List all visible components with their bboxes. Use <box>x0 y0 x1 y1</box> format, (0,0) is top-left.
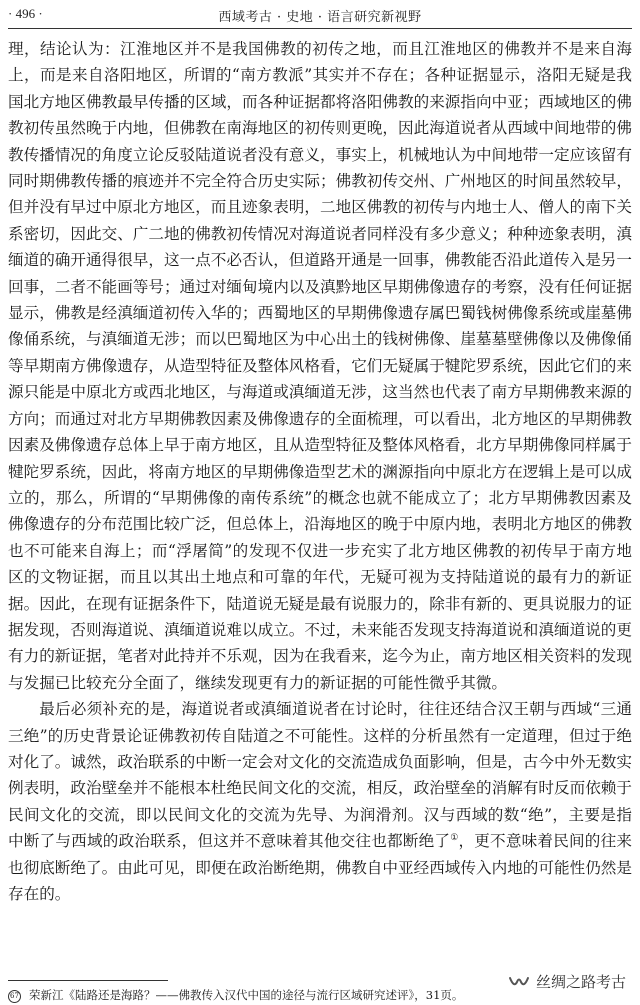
body-text <box>8 36 632 907</box>
header-rule <box>8 28 632 29</box>
watermark-label: 丝绸之路考古 <box>535 973 626 991</box>
paragraph-2-text-b: ，更不意味着民间的往来也彻底断绝了。由此可见，即便在政治断绝期，佛教自中亚经西域传入内地的可能性仍然是存在的。 <box>8 832 632 903</box>
footnote-text: 荣新江《陆路还是海路？——佛教传入汉代中国的途径与流行区域研究述评》，31页。 <box>29 988 464 1002</box>
paragraph-1: 理，结论认为：江淮地区并不是我国佛教的初传之地，而且江淮地区的佛教并不是来自海上，而是来自洛阳地区，所谓的“南方教派”其实并不存在；各种证据显示，洛阳无疑是我国北方地区佛教最早传播的区域，而各种证据都将洛阳佛教的来源指向中亚；西域地区的佛教初传虽然晚于内地，但佛教在南海地区的初传则更晚，因此海道说者从西域中间地带的佛教传播情况的角度立论反驳陆道说者没有意义，事实上，机械地认为中间地带一定应该留有同时期佛教传播的痕迹并不完全符合历史实际；佛教初传交州、广州地区的时间虽然较早，但并没有早过中原北方地区，而且迹象表明，二地区佛教的初传与内地士人、僧人的南下关系密切，因此交、广二地的佛教初传情况对海道说者同样没有多少意义；种种迹象表明，滇缅道的确开通得很早，这一点不必否认，但道路开通是一回事，佛教能否沿此道传入是另一回事，二者不能画等号；通过对缅甸境内以及滇黔地区早期佛像遗存的考察，没有任何证据显示，佛教是经滇缅道初传入华的；西蜀地区的早期佛像遗存属巴蜀钱树佛像系统或崖墓佛像俑系统，与滇缅道无涉；而以巴蜀地区为中心出土的钱树佛像、崖墓墓壁佛像以及佛像俑等早期南方佛像遗存，从造型特征及整体风格看，它们无疑属于犍陀罗系统，因此它们的来源只能是中原北方或西北地区，与海道或滇缅道无涉，这当然也代表了南方早期佛教来源的方向；而通过对北方早期佛教因素及佛像遗存的全面梳理，可以看出，北方地区的早期佛教因素及佛像遗存总体上早于南方地区，且从造型特征及整体风格看，北方早期佛像同样属于犍陀罗系统，因此，将南方地区的早期佛像造型艺术的渊源指向中原北方在逻辑上是可以成立的，那么，所谓的“早期佛像的南传系统”的概念也就不能成立了；北方早期佛教因素及佛像遗存的分布范围比较广泛，但总体上，沿海地区的晚于中原内地，表明北方地区的佛教也不可能来自海上；而“浮屠简”的发现不仅进一步充实了北方地区佛教的初传早于南方地区的文物证据，而且以其出土地点和可靠的年代，无疑可视为支持陆道说的最有力的新证据。因此，在现有证据条件下，陆道说无疑是最有说服力的，除非有新的、更具说服力的证据发现，否则海道说、滇缅道说难以成立。不过，未来能否发现支持海道说和滇缅道说的更有力的新证据，笔者对此持并不乐观，因为在我看来，迄今为止，南方地区相关资料的发现与发掘已比较充分全面了，继续发现更有力的新证据的可能性微乎其微。 <box>8 40 632 692</box>
wechat-channel-icon <box>508 974 530 990</box>
paragraph-2-text-a: 最后必须补充的是，海道说者或滇缅道说者在讨论时，往往还结合汉王朝与西域“三通三绝”的历史背景论证佛教初传自陆道之不可能性。这样的分析虽然有一定道理，但过于绝对化了。诚然，政治联系的中断一定会对文化的交流造成负面影响，但是，古今中外无数实例表明，政治壁垒并不能根本杜绝民间文化的交流，相反，政治壁垒的消解有时反而依赖于民间文化的交流，即以民间文化的交流为先导、为润滑剂。汉与西域的数“绝”，主要是指中断了与西域的政治联系，但这并不意味着其他交往也都断绝了 <box>8 700 632 851</box>
footnote-reference[interactable]: ① <box>450 833 459 843</box>
page-number: · 496 · <box>8 6 43 21</box>
footnote-mark: 67 <box>8 990 21 1003</box>
paragraph-2 <box>8 696 632 907</box>
page-header <box>8 6 632 28</box>
footnote-rule <box>8 980 168 981</box>
watermark <box>502 970 632 994</box>
running-title: 西域考古 · 史地 · 语言研究新视野 <box>218 10 422 25</box>
